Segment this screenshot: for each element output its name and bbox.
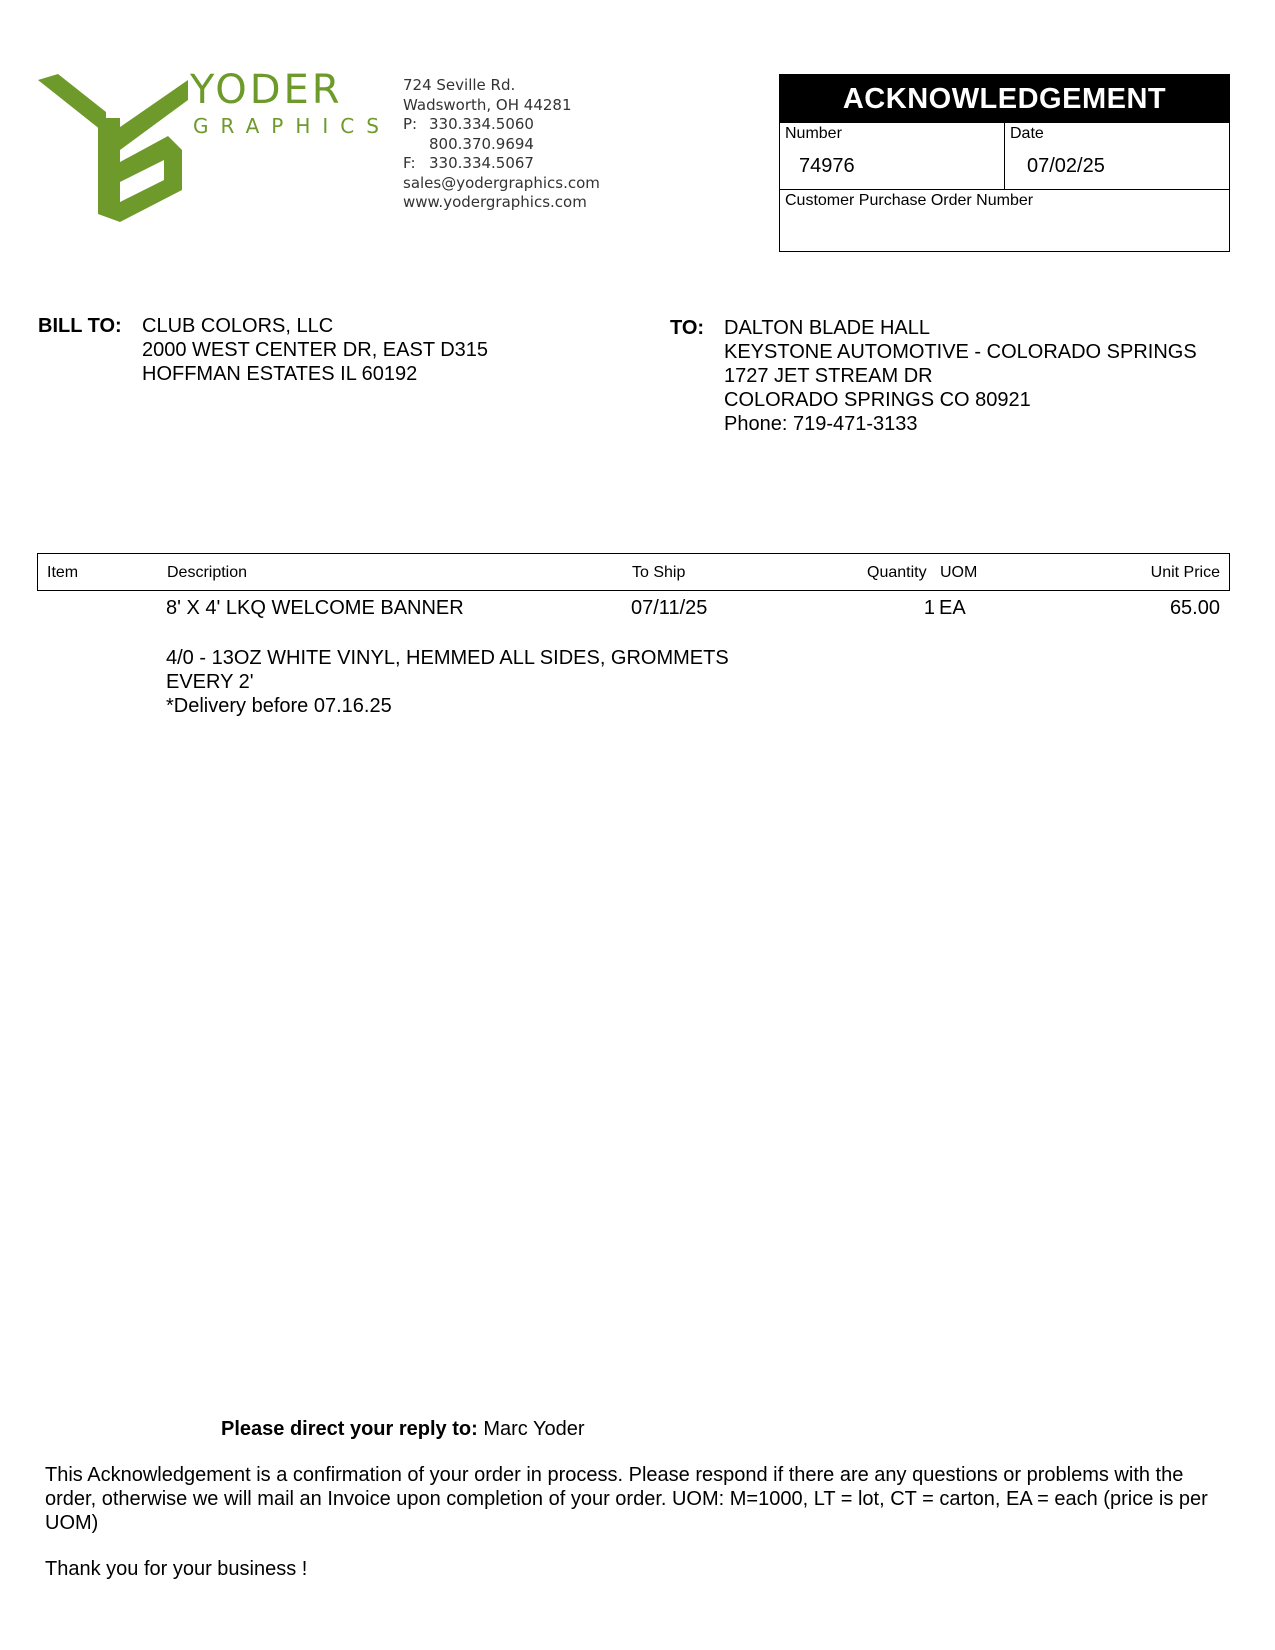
ack-date-cell: [1005, 123, 1229, 189]
bill-to-line: CLUB COLORS, LLC: [142, 315, 334, 337]
row-note-line: 4/0 - 13OZ WHITE VINYL, HEMMED ALL SIDES, GROMMETS: [166, 647, 729, 669]
bill-to-line: 2000 WEST CENTER DR, EAST D315: [142, 339, 489, 361]
customer-po-label: Customer Purchase Order Number: [785, 192, 1034, 209]
ack-number-label: Number: [785, 125, 842, 142]
row-uom: EA: [939, 597, 966, 619]
ship-to-line: DALTON BLADE HALL: [724, 317, 931, 339]
company-phone2: 800.370.9694: [429, 134, 534, 153]
document-title: ACKNOWLEDGEMENT: [780, 75, 1229, 123]
company-email: sales@yodergraphics.com: [403, 173, 600, 192]
ship-to-line: KEYSTONE AUTOMOTIVE - COLORADO SPRINGS: [724, 341, 1197, 363]
bill-to-label: BILL TO:: [38, 315, 122, 337]
ship-to-line: 1727 JET STREAM DR: [724, 365, 933, 387]
reply-to-label: Please direct your reply to:: [221, 1418, 478, 1440]
company-fax-row: [403, 154, 600, 174]
header-item: Item: [47, 564, 79, 581]
company-contact: [403, 76, 600, 213]
ship-to-label: TO:: [670, 317, 705, 339]
yoder-logo-mark: [38, 72, 188, 222]
bill-to-address: [142, 314, 488, 386]
reply-to: [221, 1418, 585, 1441]
acknowledgement-box: [779, 74, 1230, 252]
company-subtitle: GRAPHICS: [193, 114, 391, 138]
row-unit-price: 65.00: [1169, 597, 1220, 619]
row-to-ship: 07/11/25: [631, 597, 708, 619]
customer-po-cell: [780, 190, 1229, 252]
header-description: Description: [167, 564, 248, 581]
company-phone: 330.334.5060: [429, 115, 534, 133]
company-phone-row: [403, 115, 600, 135]
header-quantity: Quantity: [867, 564, 927, 581]
header-to-ship: To Ship: [632, 564, 686, 581]
company-fax: 330.334.5067: [429, 154, 534, 172]
company-website: www.yodergraphics.com: [403, 193, 587, 211]
ack-date-label: Date: [1010, 125, 1044, 142]
row-description: 8' X 4' LKQ WELCOME BANNER: [166, 597, 464, 619]
company-address-line1: 724 Seville Rd.: [403, 76, 516, 94]
ack-date-value: 07/02/25: [1027, 155, 1105, 177]
ship-to-phone: Phone: 719-471-3133: [724, 413, 918, 435]
acknowledgement-notice: This Acknowledgement is a confirmation of your order in process. Please respond if there are any questions or problems with the order, otherwise we will mail an Invoice upon completion of your order. UOM: M=1000, LT = lot, CT = carton, EA = each (price is per UOM): [45, 1464, 1208, 1534]
thank-you-message: Thank you for your business !: [45, 1558, 308, 1580]
ship-to-line: COLORADO SPRINGS CO 80921: [724, 389, 1031, 411]
table-row: [37, 597, 1230, 717]
ship-to-address: [724, 316, 1197, 436]
ack-number-cell: [780, 123, 1005, 189]
ack-number-value: 74976: [799, 155, 855, 177]
reply-to-name: Marc Yoder: [483, 1418, 585, 1440]
header-uom: UOM: [940, 564, 978, 581]
row-notes: [166, 646, 729, 718]
company-name: YODER: [190, 67, 343, 113]
row-quantity: 1: [923, 597, 935, 619]
items-table-header: [37, 553, 1230, 591]
phone-label: P:: [403, 115, 418, 133]
bill-to-line: HOFFMAN ESTATES IL 60192: [142, 363, 418, 385]
row-note-line: *Delivery before 07.16.25: [166, 695, 392, 717]
fax-label: F:: [403, 154, 416, 172]
company-address-line2: Wadsworth, OH 44281: [403, 95, 572, 114]
row-note-line: EVERY 2': [166, 671, 254, 693]
header-unit-price: Unit Price: [1150, 564, 1220, 581]
